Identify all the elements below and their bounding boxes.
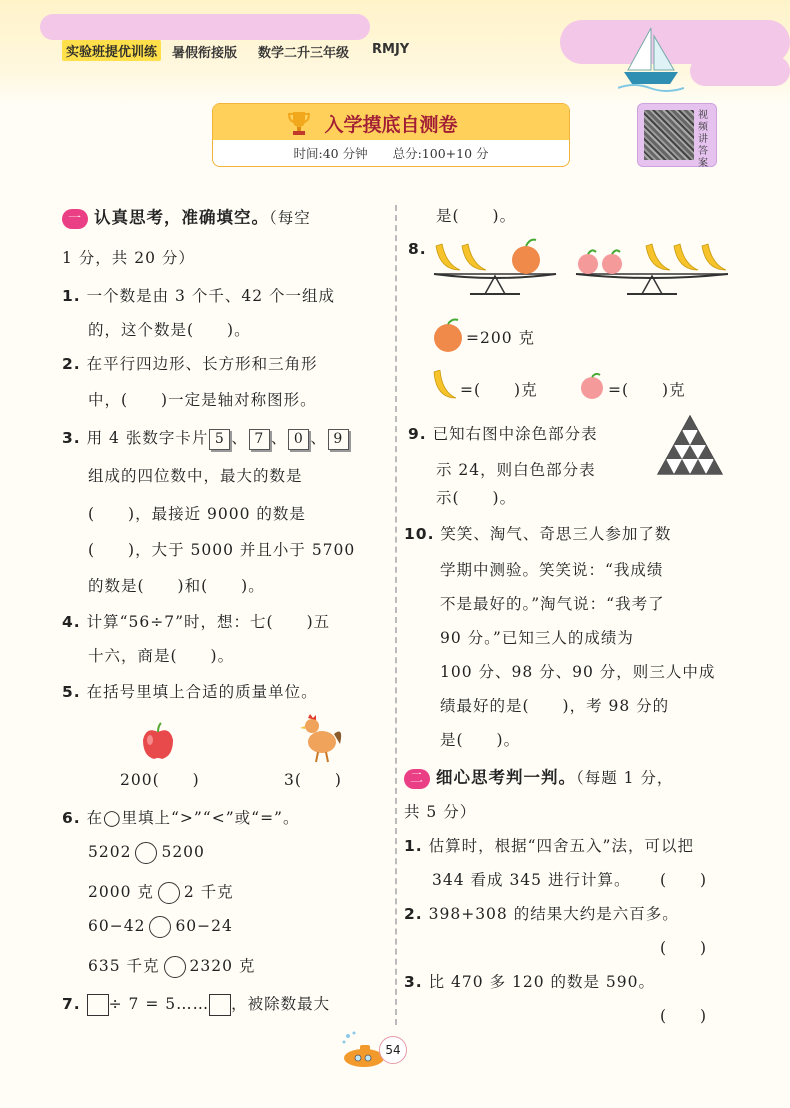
dividend-box[interactable] (87, 994, 109, 1016)
q10-text: 学期中测验。笑笑说：“我成绩 (440, 561, 664, 579)
q6-row-right: 60−24 (175, 917, 233, 935)
q5-text-1: 在括号里填上合适的质量单位。 (86, 683, 318, 701)
balance-scales-figure (430, 236, 760, 306)
section2-heading (404, 764, 673, 789)
qr-code-icon[interactable] (644, 110, 694, 160)
q9-text-1: 已知右图中涂色部分表 (432, 425, 598, 443)
exam-title: 入学摸底自测卷 (324, 114, 458, 136)
page-number: 54 (379, 1036, 407, 1064)
j3-text-1: 比 470 多 120 的数是 590。 (428, 973, 656, 991)
sailboat-icon (618, 24, 684, 94)
section2-title: 细心思考判一判。 (435, 768, 576, 787)
compare-circle[interactable] (164, 956, 186, 978)
section1-badge: 一 (62, 209, 88, 229)
section1-heading (62, 204, 311, 229)
q8-number (408, 240, 427, 258)
q10-line1 (404, 522, 671, 544)
q6-row (88, 842, 205, 864)
section1-title: 认真思考，准确填空。 (93, 208, 269, 227)
j2-text-1: 398+308 的结果大约是六百多。 (428, 905, 679, 923)
q7-tail: ，被除数最大 (231, 995, 331, 1013)
q6-row-left: 635 千克 (88, 957, 160, 975)
j2-line1 (404, 902, 679, 924)
q4-line1 (62, 610, 330, 632)
j2-answer-blank[interactable]: ( ) (660, 939, 708, 957)
q9-number: 9. (408, 425, 427, 443)
q5-line1 (62, 680, 318, 702)
q7-mid: ÷ 7 = 5…… (108, 995, 210, 1013)
remainder-box[interactable] (209, 994, 231, 1016)
q10-text: 笑笑、淘气、奇思三人参加了数 (440, 525, 672, 543)
j1-line1 (404, 834, 694, 856)
q6-row-left: 60−42 (88, 917, 146, 935)
q7-line1 (62, 992, 330, 1016)
q6-row-right: 2 千克 (183, 883, 234, 901)
section2-note-1: （每题 1 分， (575, 769, 674, 787)
q9-text-3: 示( )。 (436, 489, 517, 507)
q1-line1 (62, 284, 335, 306)
q10-text: 是( )。 (440, 731, 521, 749)
column-divider (395, 205, 397, 1025)
pink-cloud-right-2 (690, 56, 790, 86)
compare-circle[interactable] (149, 916, 171, 938)
section1-note-1: （每空 (268, 209, 311, 227)
j1-number: 1. (404, 837, 423, 855)
j3-number: 3. (404, 973, 423, 991)
exam-info: 时间:40 分钟 总分:100+10 分 (293, 146, 489, 161)
subject-label: 数学二升三年级 (258, 46, 350, 61)
q6-text-1: 在◯里填上“>”“<”或“=”。 (86, 809, 300, 827)
j1-text-1: 估算时，根据“四舍五入”法，可以把 (428, 837, 694, 855)
q10-text: 不是最好的。”淘气说：“我考了 (440, 595, 665, 613)
q3-text-3: ( )，最接近 9000 的数是 (88, 505, 306, 523)
q4-text-1: 计算“56÷7”时，想：七( )五 (86, 613, 331, 631)
q5-blank-b: 3( ) (284, 771, 342, 789)
q2-line1 (62, 352, 318, 374)
publisher-code: RMJY (372, 42, 410, 57)
j3-answer-blank[interactable]: ( ) (660, 1007, 708, 1025)
qr-label: 视频讲答案 (698, 110, 708, 169)
q3-number: 3. (62, 429, 81, 447)
q3-text-4: ( )，大于 5000 并且小于 5700 (88, 541, 356, 559)
edition-label: 暑假衔接版 (172, 46, 238, 61)
q6-row (88, 954, 255, 978)
q6-row-left: 2000 克 (88, 883, 154, 901)
j3-line1 (404, 970, 655, 992)
q1-text-2: 的，这个数是( )。 (88, 321, 251, 339)
q6-number: 6. (62, 809, 81, 827)
section1-note-2: 1 分，共 20 分） (62, 249, 195, 267)
digit-card: 9 (328, 429, 349, 450)
q3-text-2: 组成的四位数中，最大的数是 (88, 467, 303, 485)
q1-text-1: 一个数是由 3 个千、42 个一组成 (86, 287, 335, 305)
q9-line1 (408, 422, 598, 444)
orange-icon (430, 318, 466, 354)
q9-text-2: 示 24，则白色部分表 (436, 461, 596, 479)
q10-text: 100 分、98 分、90 分，则三人中成 (440, 663, 716, 681)
j1-text-2: 344 看成 345 进行计算。 (432, 871, 631, 889)
rooster-icon (298, 712, 344, 764)
q3-line1 (62, 426, 350, 450)
q8-peach-eq: =( )克 (608, 381, 686, 399)
q5-blank-a: 200( ) (120, 771, 200, 789)
q6-row (88, 880, 234, 904)
series-name: 实验班提优训练 (62, 40, 161, 61)
q6-row-right: 2320 克 (189, 957, 256, 975)
title-box (212, 103, 570, 167)
q10-number: 10. (404, 525, 435, 543)
q2-number: 2. (62, 355, 81, 373)
q10-text: 90 分。”已知三人的成绩为 (440, 629, 634, 647)
q8-num-label: 8. (408, 240, 427, 258)
triangle-figure (656, 414, 724, 476)
q8-banana-eq: =( )克 (460, 381, 538, 399)
apple-icon (138, 722, 178, 762)
compare-circle[interactable] (135, 842, 157, 864)
q4-text-2: 十六，商是( )。 (88, 647, 235, 665)
section2-badge: 二 (404, 769, 430, 789)
card-separator: 、 (270, 429, 288, 447)
q8-orange-eq: =200 克 (466, 329, 535, 347)
q3-prefix: 用 4 张数字卡片 (86, 429, 209, 447)
q5-number: 5. (62, 683, 81, 701)
q6-row-left: 5202 (88, 843, 132, 861)
q4-number: 4. (62, 613, 81, 631)
q3-text-5: 的数是( )和( )。 (88, 577, 265, 595)
compare-circle[interactable] (158, 882, 180, 904)
q1-number: 1. (62, 287, 81, 305)
qr-panel[interactable] (637, 103, 717, 167)
digit-card: 7 (249, 429, 270, 450)
q6-row (88, 916, 233, 938)
q2-text-1: 在平行四边形、长方形和三角形 (86, 355, 318, 373)
q7-text-2: 是( )。 (436, 207, 517, 225)
j2-number: 2. (404, 905, 423, 923)
digit-card: 5 (209, 429, 230, 450)
q10-text: 绩最好的是( )，考 98 分的 (440, 697, 670, 715)
j1-answer-blank[interactable]: ( ) (660, 871, 708, 889)
card-separator: 、 (310, 429, 327, 447)
q2-text-2: 中，( )一定是轴对称图形。 (88, 391, 317, 409)
digit-card: 0 (288, 429, 309, 450)
pink-cloud-left (40, 14, 370, 40)
section2-note-2: 共 5 分） (404, 803, 477, 821)
q7-number: 7. (62, 995, 81, 1013)
card-separator: 、 (231, 429, 248, 447)
banana-icon (430, 370, 458, 402)
peach-icon (578, 372, 606, 400)
q6-line1 (62, 806, 299, 828)
q6-row-right: 5200 (161, 843, 205, 861)
